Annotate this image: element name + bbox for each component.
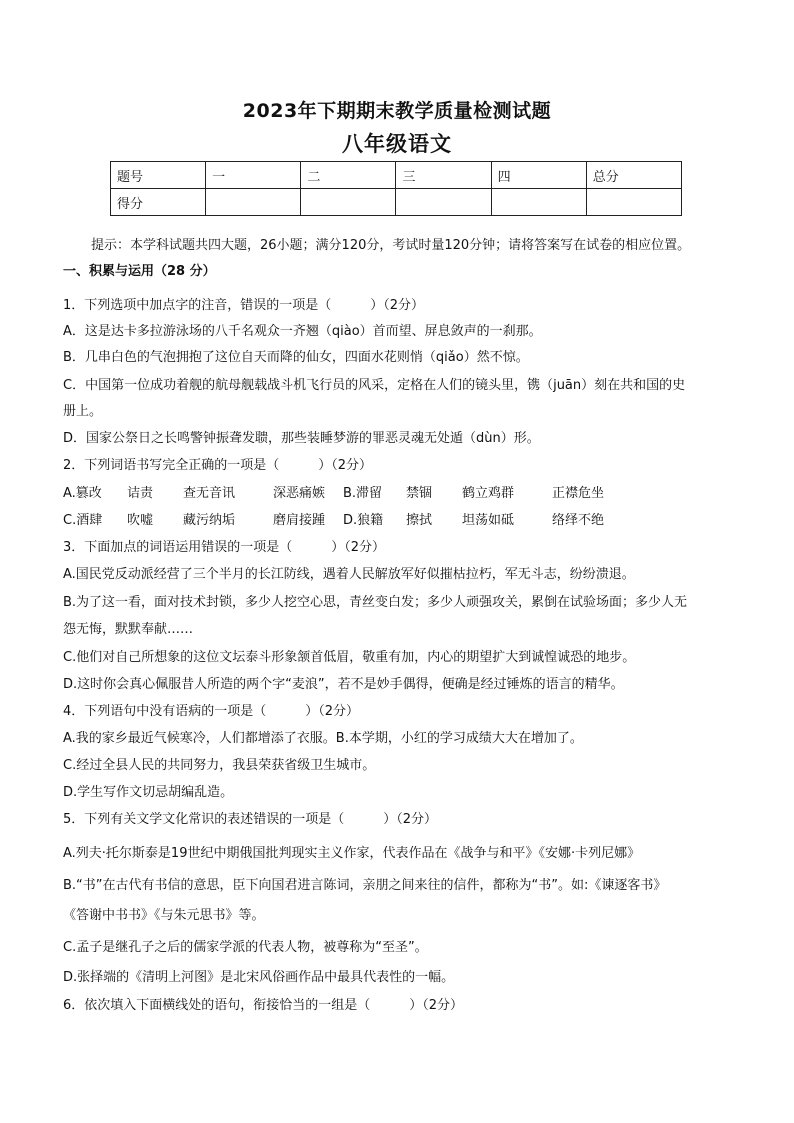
q3-stem: 3．下面加点的词语运用错误的一项是（ ）（2分） [63, 540, 386, 555]
q2-word: 络绎不绝 [552, 513, 605, 528]
q1-option-a: A．这是达卡多拉游泳场的八千名观众一齐翘（qiào）首而望、屏息敛声的一刹那。 [63, 324, 542, 339]
q3-option-c: C.他们对自己所想象的这位文坛泰斗形象颔首低眉，敬重有加，内心的期望扩大到诚惶诚恐的地步。 [63, 650, 636, 665]
q2-word: 藏污纳垢 [183, 513, 236, 528]
score-table-header-row [111, 162, 682, 189]
score-cell: 题号 [111, 162, 206, 189]
q2-stem: 2．下列词语书写完全正确的一项是（ ）（2分） [63, 458, 373, 473]
q2-word: 深恶痛嫉 [273, 486, 326, 501]
q3-option-b: B.为了这一看，面对技术封锁，多少人挖空心思，青丝变白发；多少人顽强攻关，累倒在试验场面；多少人无 [63, 595, 688, 610]
score-table [110, 161, 682, 216]
score-table-score-row [111, 189, 682, 216]
q2-word: 擦拭 [406, 513, 433, 528]
score-cell: 一 [206, 162, 301, 189]
q2-word: A.篡改 [63, 486, 102, 501]
score-cell: 四 [491, 162, 586, 189]
q5-option-d: D.张择端的《清明上河图》是北宋风俗画作品中最具代表性的一幅。 [63, 970, 455, 985]
q3-option-a: A.国民党反动派经营了三个半月的长江防线，遇着人民解放军好似摧枯拉朽，军无斗志，纷纷溃退。 [63, 567, 635, 582]
score-cell [301, 189, 396, 216]
q2-word: 禁锢 [406, 486, 433, 501]
q2-word: C.酒肆 [63, 513, 103, 528]
q2-word: 坦荡如砥 [462, 513, 515, 528]
q5-option-a: A.列夫·托尔斯泰是19世纪中期俄国批判现实主义作家，代表作品在《战争与和平》《安娜·卡列尼娜》 [63, 846, 641, 861]
section-heading: 一、积累与运用（28 分） [63, 264, 216, 279]
q2-word: 诘责 [127, 486, 154, 501]
q5-stem: 5．下列有关文学文化常识的表述错误的一项是（ ）（2分） [63, 812, 438, 827]
score-cell: 得分 [111, 189, 206, 216]
score-cell: 总分 [586, 162, 681, 189]
score-cell [396, 189, 491, 216]
q2-word: 磨肩接踵 [273, 513, 326, 528]
q2-word: D.狼籍 [343, 513, 384, 528]
q3-option-b-cont: 怨无悔，默默奉献…… [63, 622, 194, 637]
q6-stem: 6．依次填入下面横线处的语句，衔接恰当的一组是（ ）（2分） [63, 998, 464, 1013]
q4-stem: 4．下列语句中没有语病的一项是（ ）（2分） [63, 704, 360, 719]
exam-title: 2023年下期期末教学质量检测试题 [242, 100, 552, 122]
q5-option-b: B.“书”在古代有书信的意思，臣下向国君进言陈词，亲朋之间来往的信件，都称为“书”。如:《谏逐客书》 [63, 878, 667, 893]
score-cell [491, 189, 586, 216]
q2-word: B.滞留 [343, 486, 383, 501]
q1-option-d: D．国家公祭日之长鸣警钟振聋发聩，那些装睡梦游的罪恶灵魂无处遁（dùn）形。 [63, 431, 540, 446]
score-cell [586, 189, 681, 216]
q2-word: 鹤立鸡群 [462, 486, 515, 501]
q3-option-d: D.这时你会真心佩服昔人所造的两个字“麦浪”，若不是妙手偶得，便确是经过锤炼的语言的精华。 [63, 677, 624, 692]
q1-option-b: B．几串白色的气泡拥抱了这位自天而降的仙女，四面水花则悄（qiǎo）然不惊。 [63, 350, 529, 365]
q4-option-ab: A.我的家乡最近气候寒冷，人们都增添了衣服。B.本学期，小红的学习成绩大大在增加了。 [63, 731, 583, 746]
q1-option-c-cont: 册上。 [63, 404, 103, 419]
q2-word: 查无音讯 [183, 486, 236, 501]
q1-stem: 1．下列选项中加点字的注音，错误的一项是（ ）（2分） [63, 298, 425, 313]
exam-subtitle: 八年级语文 [342, 132, 452, 156]
exam-notice: 提示：本学科试题共四大题，26小题；满分120分，考试时量120分钟；请将答案写在试卷的相应位置。 [91, 238, 691, 253]
score-cell [206, 189, 301, 216]
q5-option-b-cont: 《答谢中书书》《与朱元思书》等。 [63, 908, 265, 923]
q4-option-d: D.学生写作文切忌胡编乱造。 [63, 785, 234, 800]
q5-option-c: C.孟子是继孔子之后的儒家学派的代表人物，被尊称为“至圣”。 [63, 940, 428, 955]
score-cell: 二 [301, 162, 396, 189]
q4-option-c: C.经过全县人民的共同努力，我县荣获省级卫生城市。 [63, 758, 376, 773]
q2-word: 吹嘘 [127, 513, 154, 528]
score-cell: 三 [396, 162, 491, 189]
q2-word: 正襟危坐 [552, 486, 605, 501]
q1-option-c: C．中国第一位成功着舰的航母舰载战斗机飞行员的风采，定格在人们的镜头里，镌（juān）刻在共和国的史 [63, 378, 686, 393]
